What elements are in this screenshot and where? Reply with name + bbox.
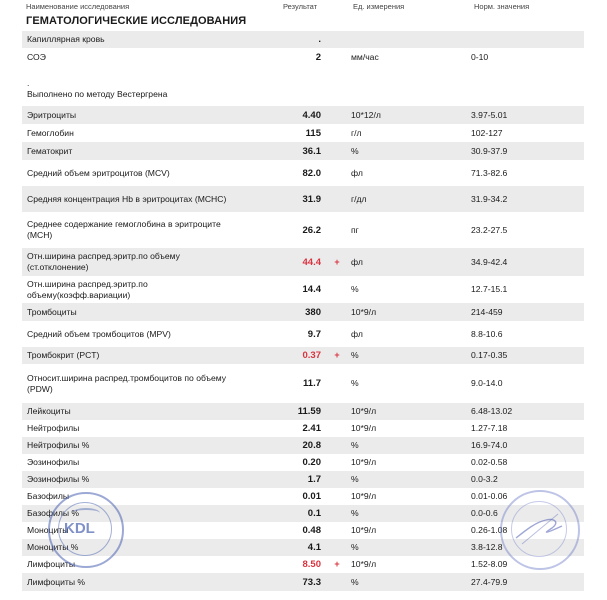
result-value: 1.7 [247, 471, 327, 488]
result-value: 26.2 [247, 212, 327, 248]
table-row [22, 556, 584, 573]
result-value: 4.1 [247, 539, 327, 556]
test-name: . Выполнено по методу Вестергрена [22, 66, 247, 106]
table-row [22, 364, 584, 403]
test-name: Моноциты [22, 522, 247, 539]
table-row [22, 48, 584, 66]
table-row [22, 403, 584, 420]
result-value: 8.50 [247, 556, 327, 573]
result-value: 0.37 [247, 347, 327, 364]
test-name: Средний объем эритроцитов (MCV) [22, 160, 247, 186]
test-name: Отн.ширина распред.эритр.по объему (ст.отклонение) [22, 248, 247, 276]
abnormal-flag [327, 505, 347, 522]
test-name: Эритроциты [22, 106, 247, 124]
unit: % [347, 364, 467, 403]
header-result: Результат [283, 2, 318, 11]
result-value: 36.1 [247, 142, 327, 160]
table-row [22, 186, 584, 212]
unit: г/дл [347, 186, 467, 212]
table-row [22, 276, 584, 303]
table-row [22, 539, 584, 556]
table-row [22, 66, 584, 106]
reference-range: 3.8-12.8 [467, 539, 584, 556]
reference-range: 31.9-34.2 [467, 186, 584, 212]
test-name: Моноциты % [22, 539, 247, 556]
result-value: 14.4 [247, 276, 327, 303]
table-row [22, 573, 584, 591]
unit: % [347, 437, 467, 454]
unit: фл [347, 160, 467, 186]
reference-range: 0.02-0.58 [467, 454, 584, 471]
abnormal-flag: + [327, 556, 347, 573]
table-row [22, 420, 584, 437]
abnormal-flag [327, 471, 347, 488]
test-name: Капиллярная кровь [22, 31, 247, 48]
unit: пг [347, 212, 467, 248]
result-value: 9.7 [247, 321, 327, 347]
table-row [22, 124, 584, 142]
unit: % [347, 471, 467, 488]
reference-range: 30.9-37.9 [467, 142, 584, 160]
reference-range: 71.3-82.6 [467, 160, 584, 186]
abnormal-flag [327, 31, 347, 48]
unit: % [347, 573, 467, 591]
unit: 10*9/л [347, 420, 467, 437]
test-name: Гематокрит [22, 142, 247, 160]
header-ref: Норм. значения [474, 2, 530, 11]
abnormal-flag [327, 186, 347, 212]
reference-range: 6.48-13.02 [467, 403, 584, 420]
unit: 10*9/л [347, 488, 467, 505]
reference-range: 1.52-8.09 [467, 556, 584, 573]
abnormal-flag [327, 106, 347, 124]
result-value: 115 [247, 124, 327, 142]
reference-range [467, 31, 584, 48]
result-value: 44.4 [247, 248, 327, 276]
table-row [22, 106, 584, 124]
reference-range: 1.27-7.18 [467, 420, 584, 437]
unit: % [347, 539, 467, 556]
table-row [22, 347, 584, 364]
result-value: 2 [247, 48, 327, 66]
abnormal-flag [327, 522, 347, 539]
abnormal-flag [327, 303, 347, 321]
unit: % [347, 142, 467, 160]
reference-range: 3.97-5.01 [467, 106, 584, 124]
abnormal-flag [327, 403, 347, 420]
reference-range: 214-459 [467, 303, 584, 321]
reference-range: 0.26-1.08 [467, 522, 584, 539]
result-value: 0.1 [247, 505, 327, 522]
result-value: 11.7 [247, 364, 327, 403]
abnormal-flag [327, 160, 347, 186]
test-name: Тромбоциты [22, 303, 247, 321]
reference-range: 0-10 [467, 48, 584, 66]
test-name: Лимфоциты % [22, 573, 247, 591]
table-row [22, 212, 584, 248]
reference-range: 16.9-74.0 [467, 437, 584, 454]
column-header [0, 0, 607, 13]
test-name: Среднее содержание гемоглобина в эритроците (MCH) [22, 212, 247, 248]
reference-range [467, 66, 584, 106]
test-name: Средняя концентрация Hb в эритроцитах (MCHC) [22, 186, 247, 212]
result-value: 380 [247, 303, 327, 321]
reference-range: 27.4-79.9 [467, 573, 584, 591]
unit: г/л [347, 124, 467, 142]
table-row [22, 437, 584, 454]
unit: 10*9/л [347, 303, 467, 321]
table-row [22, 321, 584, 347]
reference-range: 102-127 [467, 124, 584, 142]
reference-range: 23.2-27.5 [467, 212, 584, 248]
table-row [22, 160, 584, 186]
result-value [247, 66, 327, 106]
abnormal-flag [327, 539, 347, 556]
reference-range: 0.0-0.6 [467, 505, 584, 522]
section-title: ГЕМАТОЛОГИЧЕСКИЕ ИССЛЕДОВАНИЯ [26, 15, 247, 27]
abnormal-flag [327, 454, 347, 471]
result-value: 0.20 [247, 454, 327, 471]
abnormal-flag [327, 124, 347, 142]
result-value: 11.59 [247, 403, 327, 420]
test-name: Относит.ширина распред.тромбоцитов по объему (PDW) [22, 364, 247, 403]
unit: фл [347, 321, 467, 347]
result-value: 20.8 [247, 437, 327, 454]
unit: % [347, 276, 467, 303]
unit: 10*9/л [347, 522, 467, 539]
test-name: Базофилы % [22, 505, 247, 522]
test-name: Эозинофилы [22, 454, 247, 471]
abnormal-flag: + [327, 347, 347, 364]
reference-range: 0.17-0.35 [467, 347, 584, 364]
unit: % [347, 347, 467, 364]
result-value: 82.0 [247, 160, 327, 186]
header-name: Наименование исследования [26, 2, 130, 11]
abnormal-flag: + [327, 248, 347, 276]
test-name: Нейтрофилы [22, 420, 247, 437]
table-row [22, 31, 584, 48]
reference-range: 0.01-0.06 [467, 488, 584, 505]
abnormal-flag [327, 212, 347, 248]
abnormal-flag [327, 142, 347, 160]
unit [347, 66, 467, 106]
unit: % [347, 505, 467, 522]
test-name: Гемоглобин [22, 124, 247, 142]
table-row [22, 142, 584, 160]
table-row [22, 522, 584, 539]
unit: 10*9/л [347, 556, 467, 573]
result-value: 0.48 [247, 522, 327, 539]
reference-range: 34.9-42.4 [467, 248, 584, 276]
unit: 10*9/л [347, 403, 467, 420]
test-name: Тромбокрит (PCT) [22, 347, 247, 364]
unit: фл [347, 248, 467, 276]
table-row [22, 505, 584, 522]
unit: мм/час [347, 48, 467, 66]
test-name: СОЭ [22, 48, 247, 66]
result-value: 0.01 [247, 488, 327, 505]
abnormal-flag [327, 437, 347, 454]
unit: 10*12/л [347, 106, 467, 124]
test-name: Лейкоциты [22, 403, 247, 420]
test-name: Средний объем тромбоцитов (MPV) [22, 321, 247, 347]
abnormal-flag [327, 66, 347, 106]
reference-range: 0.0-3.2 [467, 471, 584, 488]
table-row [22, 248, 584, 276]
result-value: . [247, 31, 327, 48]
abnormal-flag [327, 420, 347, 437]
test-name: Эозинофилы % [22, 471, 247, 488]
abnormal-flag [327, 321, 347, 347]
result-value: 4.40 [247, 106, 327, 124]
result-value: 2.41 [247, 420, 327, 437]
test-name: Базофилы [22, 488, 247, 505]
unit [347, 31, 467, 48]
test-name: Отн.ширина распред.эритр.по объему(коэфф.вариации) [22, 276, 247, 303]
result-value: 31.9 [247, 186, 327, 212]
table-row [22, 488, 584, 505]
table-row [22, 303, 584, 321]
header-unit: Ед. измерения [353, 2, 405, 11]
test-name: Лимфоциты [22, 556, 247, 573]
abnormal-flag [327, 364, 347, 403]
abnormal-flag [327, 276, 347, 303]
abnormal-flag [327, 573, 347, 591]
table-row [22, 471, 584, 488]
results-table [22, 31, 584, 591]
stamp-logo-text: KDL [64, 520, 95, 537]
abnormal-flag [327, 488, 347, 505]
test-name: Нейтрофилы % [22, 437, 247, 454]
reference-range: 8.8-10.6 [467, 321, 584, 347]
reference-range: 12.7-15.1 [467, 276, 584, 303]
table-row [22, 454, 584, 471]
unit: 10*9/л [347, 454, 467, 471]
reference-range: 9.0-14.0 [467, 364, 584, 403]
result-value: 73.3 [247, 573, 327, 591]
abnormal-flag [327, 48, 347, 66]
